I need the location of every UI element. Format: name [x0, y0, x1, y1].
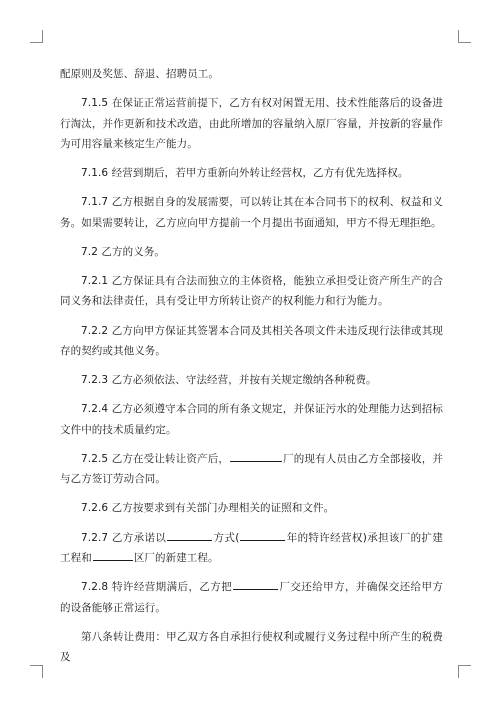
paragraph: 7.2.6 乙方按要求到有关部门办理相关的证照和文件。: [81, 502, 335, 515]
paragraph: 配原则及奖惩、辞退、招聘员工。: [60, 68, 219, 80]
paragraph: 7.1.5 在保证正常运营前提下，乙方有权对闲置无用、技术性能落后的设备进行淘汰，并作更新和技术改造，由此所增加的容量纳入原厂容量，并按新的容量作为可用容量来核定生产能力。: [60, 97, 443, 151]
fill-in-blank: [240, 528, 285, 541]
fill-in-blank: [167, 528, 212, 541]
document-body: [60, 64, 443, 676]
text-run: 方式(: [213, 531, 240, 544]
paragraph: 7.1.6 经营到期后，若甲方重新向外转让经营权，乙方有优先选择权。: [81, 167, 409, 180]
crop-mark-top-right: [458, 30, 471, 43]
paragraph: 7.2.2 乙方向甲方保证其签署本合同及其相关各项文件未违反现行法律或其现存的契约或其他义务。: [60, 324, 443, 358]
paragraph: 7.2.1 乙方保证具有合法而独立的主体资格，能独立承担受让资产所生产的合同义务和法律责任，具有受让甲方所转让资产的权利能力和行为能力。: [60, 274, 443, 308]
fill-in-blank: [230, 449, 282, 462]
text-run: 区厂的新建工程。: [133, 552, 219, 565]
text-run: 7.2.7 乙方承诺以: [81, 531, 167, 544]
paragraph: 7.2.4 乙方必须遵守本合同的所有条文规定，并保证污水的处理能力达到招标文件中的技术质量约定。: [60, 403, 443, 436]
paragraph: 7.2.3 乙方必须依法、守法经营，并按有关规定缴纳各种税费。: [81, 374, 377, 387]
paragraph: 7.2 乙方的义务。: [81, 245, 166, 258]
crop-mark-bottom-left: [30, 665, 43, 678]
fill-in-blank: [233, 577, 278, 590]
paragraph: [60, 528, 443, 569]
crop-mark-top-left: [30, 30, 43, 43]
paragraph: 7.1.7 乙方根据自身的发展需要，可以转让其在本合同书下的权利、权益和义务。如果需要转让，乙方应向甲方提前一个月提出书面通知，甲方不得无理拒绝。: [60, 196, 443, 229]
text-run: 年的特许经营权)承担该厂的扩建工程和: [60, 531, 443, 565]
paragraph: [60, 577, 443, 618]
fill-in-blank: [93, 548, 133, 561]
text-run: 厂的现有人员由乙方全部接收，并与乙方签订劳动合同。: [60, 452, 443, 486]
crop-mark-bottom-right: [458, 665, 471, 678]
text-run: 厂交还给甲方，并确保交还给甲方的设备能够正常运行。: [60, 581, 443, 614]
paragraph: [60, 449, 443, 490]
text-run: 7.2.8 特许经营期满后，乙方把: [81, 581, 233, 594]
paragraph: 第八条转让费用：甲乙双方各自承担行使权利或履行义务过程中所产生的税费及: [60, 630, 443, 664]
text-run: 7.2.5 乙方在受让转让资产后，: [81, 452, 230, 465]
